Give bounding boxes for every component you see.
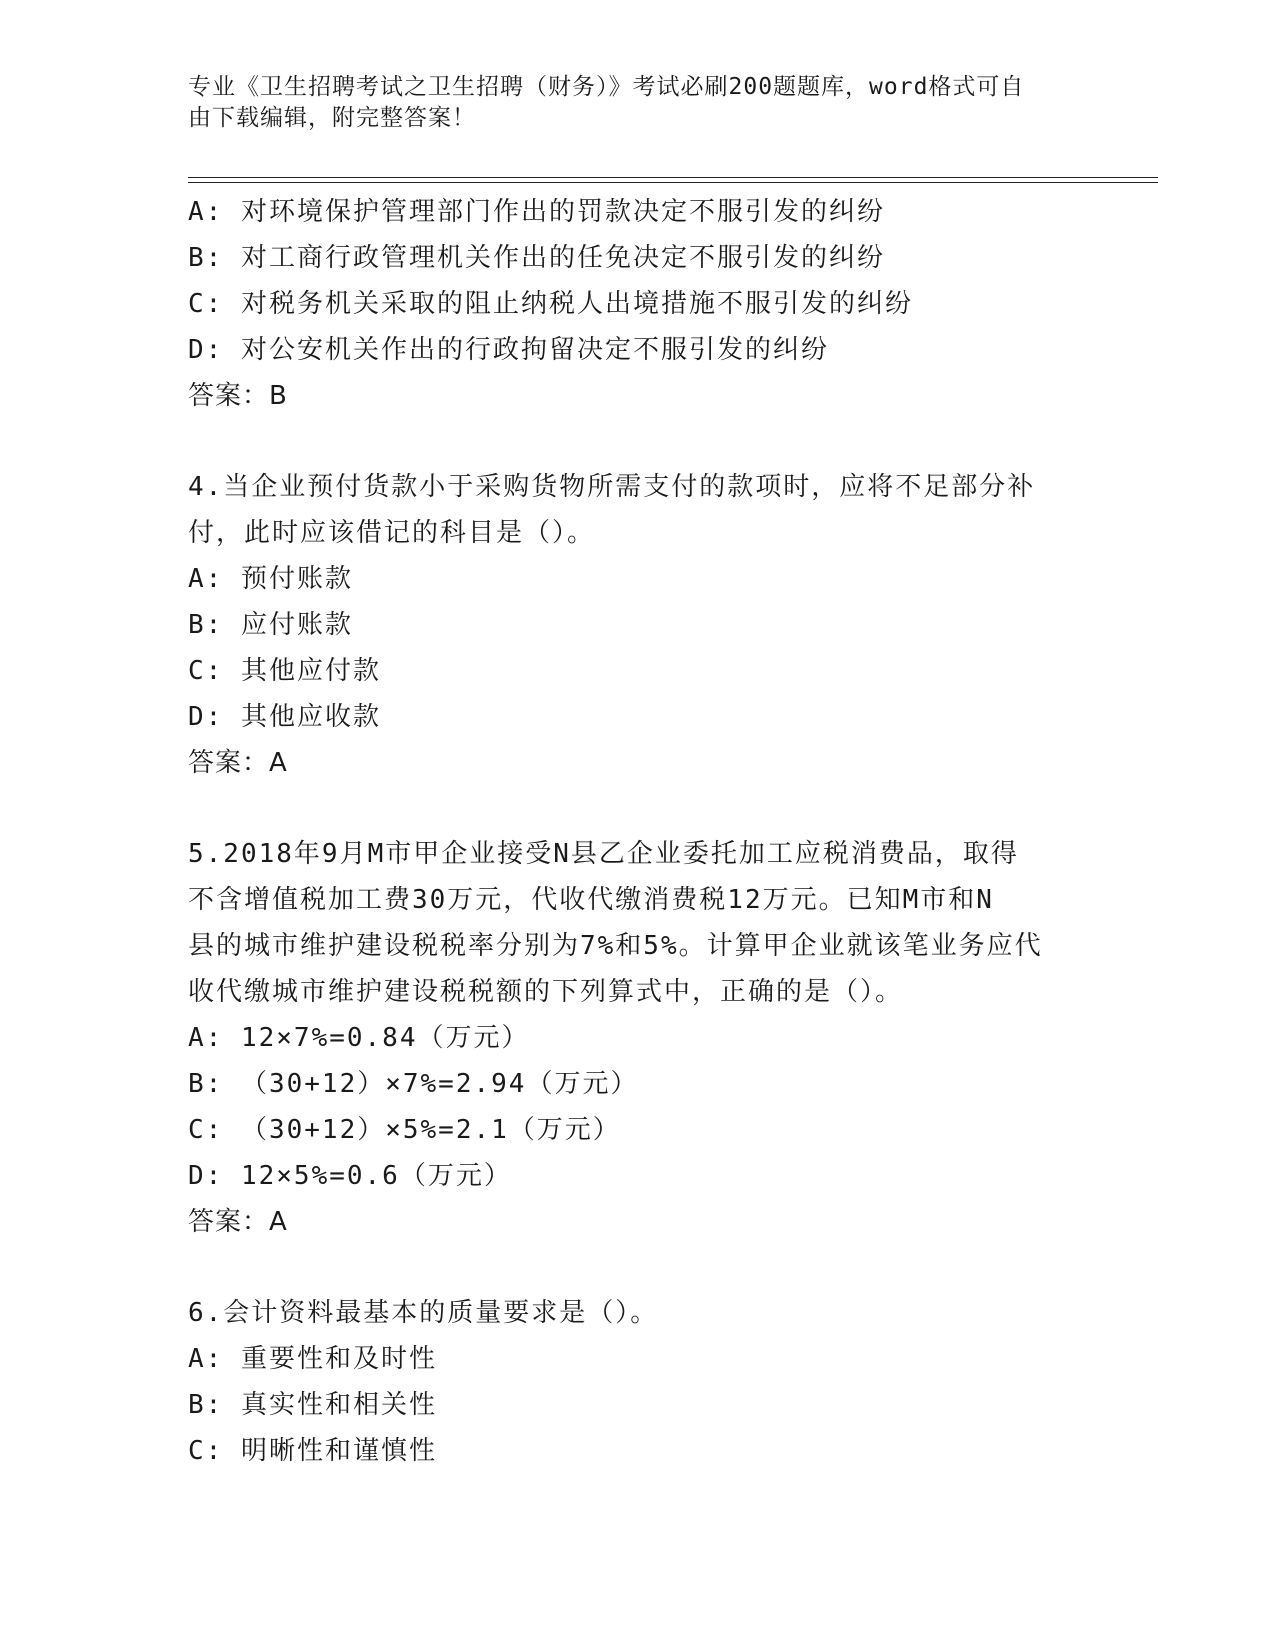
answer-line: 答案：A [188,1207,288,1237]
question-text: 县的城市维护建设税税率分别为7%和5%。计算甲企业就该笔业务应代 [188,931,1043,961]
header-rule-top [188,177,1158,178]
option-c: C: （30+12）×5%=2.1（万元） [188,1115,621,1145]
question-text: 付，此时应该借记的科目是（）。 [188,518,596,548]
question-4 [188,464,1088,786]
document-header [188,72,1068,134]
header-rule-bottom [188,182,1158,183]
header-line-1: 专业《卫生招聘考试之卫生招聘（财务）》考试必刷200题题库，word格式可自 [188,74,1025,100]
option-a: A: 12×7%=0.84（万元） [188,1023,530,1053]
option-d: D: 对公安机关作出的行政拘留决定不服引发的纠纷 [188,335,829,365]
answer-line: 答案：B [188,381,288,411]
question-text: 4.当企业预付货款小于采购货物所需支付的款项时，应将不足部分补 [188,472,1036,502]
question-text: 收代缴城市维护建设税税额的下列算式中，正确的是（）。 [188,977,904,1007]
option-a: A: 重要性和及时性 [188,1344,437,1374]
question-6 [188,1290,1088,1474]
header-line-2: 由下载编辑，附完整答案！ [188,105,476,131]
option-d: D: 12×5%=0.6（万元） [188,1161,512,1191]
option-a: A: 预付账款 [188,564,353,594]
answer-line: 答案：A [188,748,288,778]
question-text: 5.2018年9月M市甲企业接受N县乙企业委托加工应税消费品，取得 [188,839,1019,869]
question-5 [188,831,1088,1245]
option-b: B: （30+12）×7%=2.94（万元） [188,1069,639,1099]
question-list [188,189,1088,1474]
option-a: A: 对环境保护管理部门作出的罚款决定不服引发的纠纷 [188,197,885,227]
spacer [188,1245,1088,1290]
question-text: 6.会计资料最基本的质量要求是（）。 [188,1298,659,1328]
option-b: B: 应付账款 [188,610,353,640]
spacer [188,786,1088,831]
option-c: C: 其他应付款 [188,656,381,686]
option-c: C: 明晰性和谨慎性 [188,1436,437,1466]
option-c: C: 对税务机关采取的阻止纳税人出境措施不服引发的纠纷 [188,289,913,319]
spacer [188,419,1088,464]
question-text: 不含增值税加工费30万元，代收代缴消费税12万元。已知M市和N [188,885,994,915]
option-d: D: 其他应收款 [188,702,381,732]
option-b: B: 对工商行政管理机关作出的任免决定不服引发的纠纷 [188,243,885,273]
question-3 [188,189,1088,419]
option-b: B: 真实性和相关性 [188,1390,437,1420]
